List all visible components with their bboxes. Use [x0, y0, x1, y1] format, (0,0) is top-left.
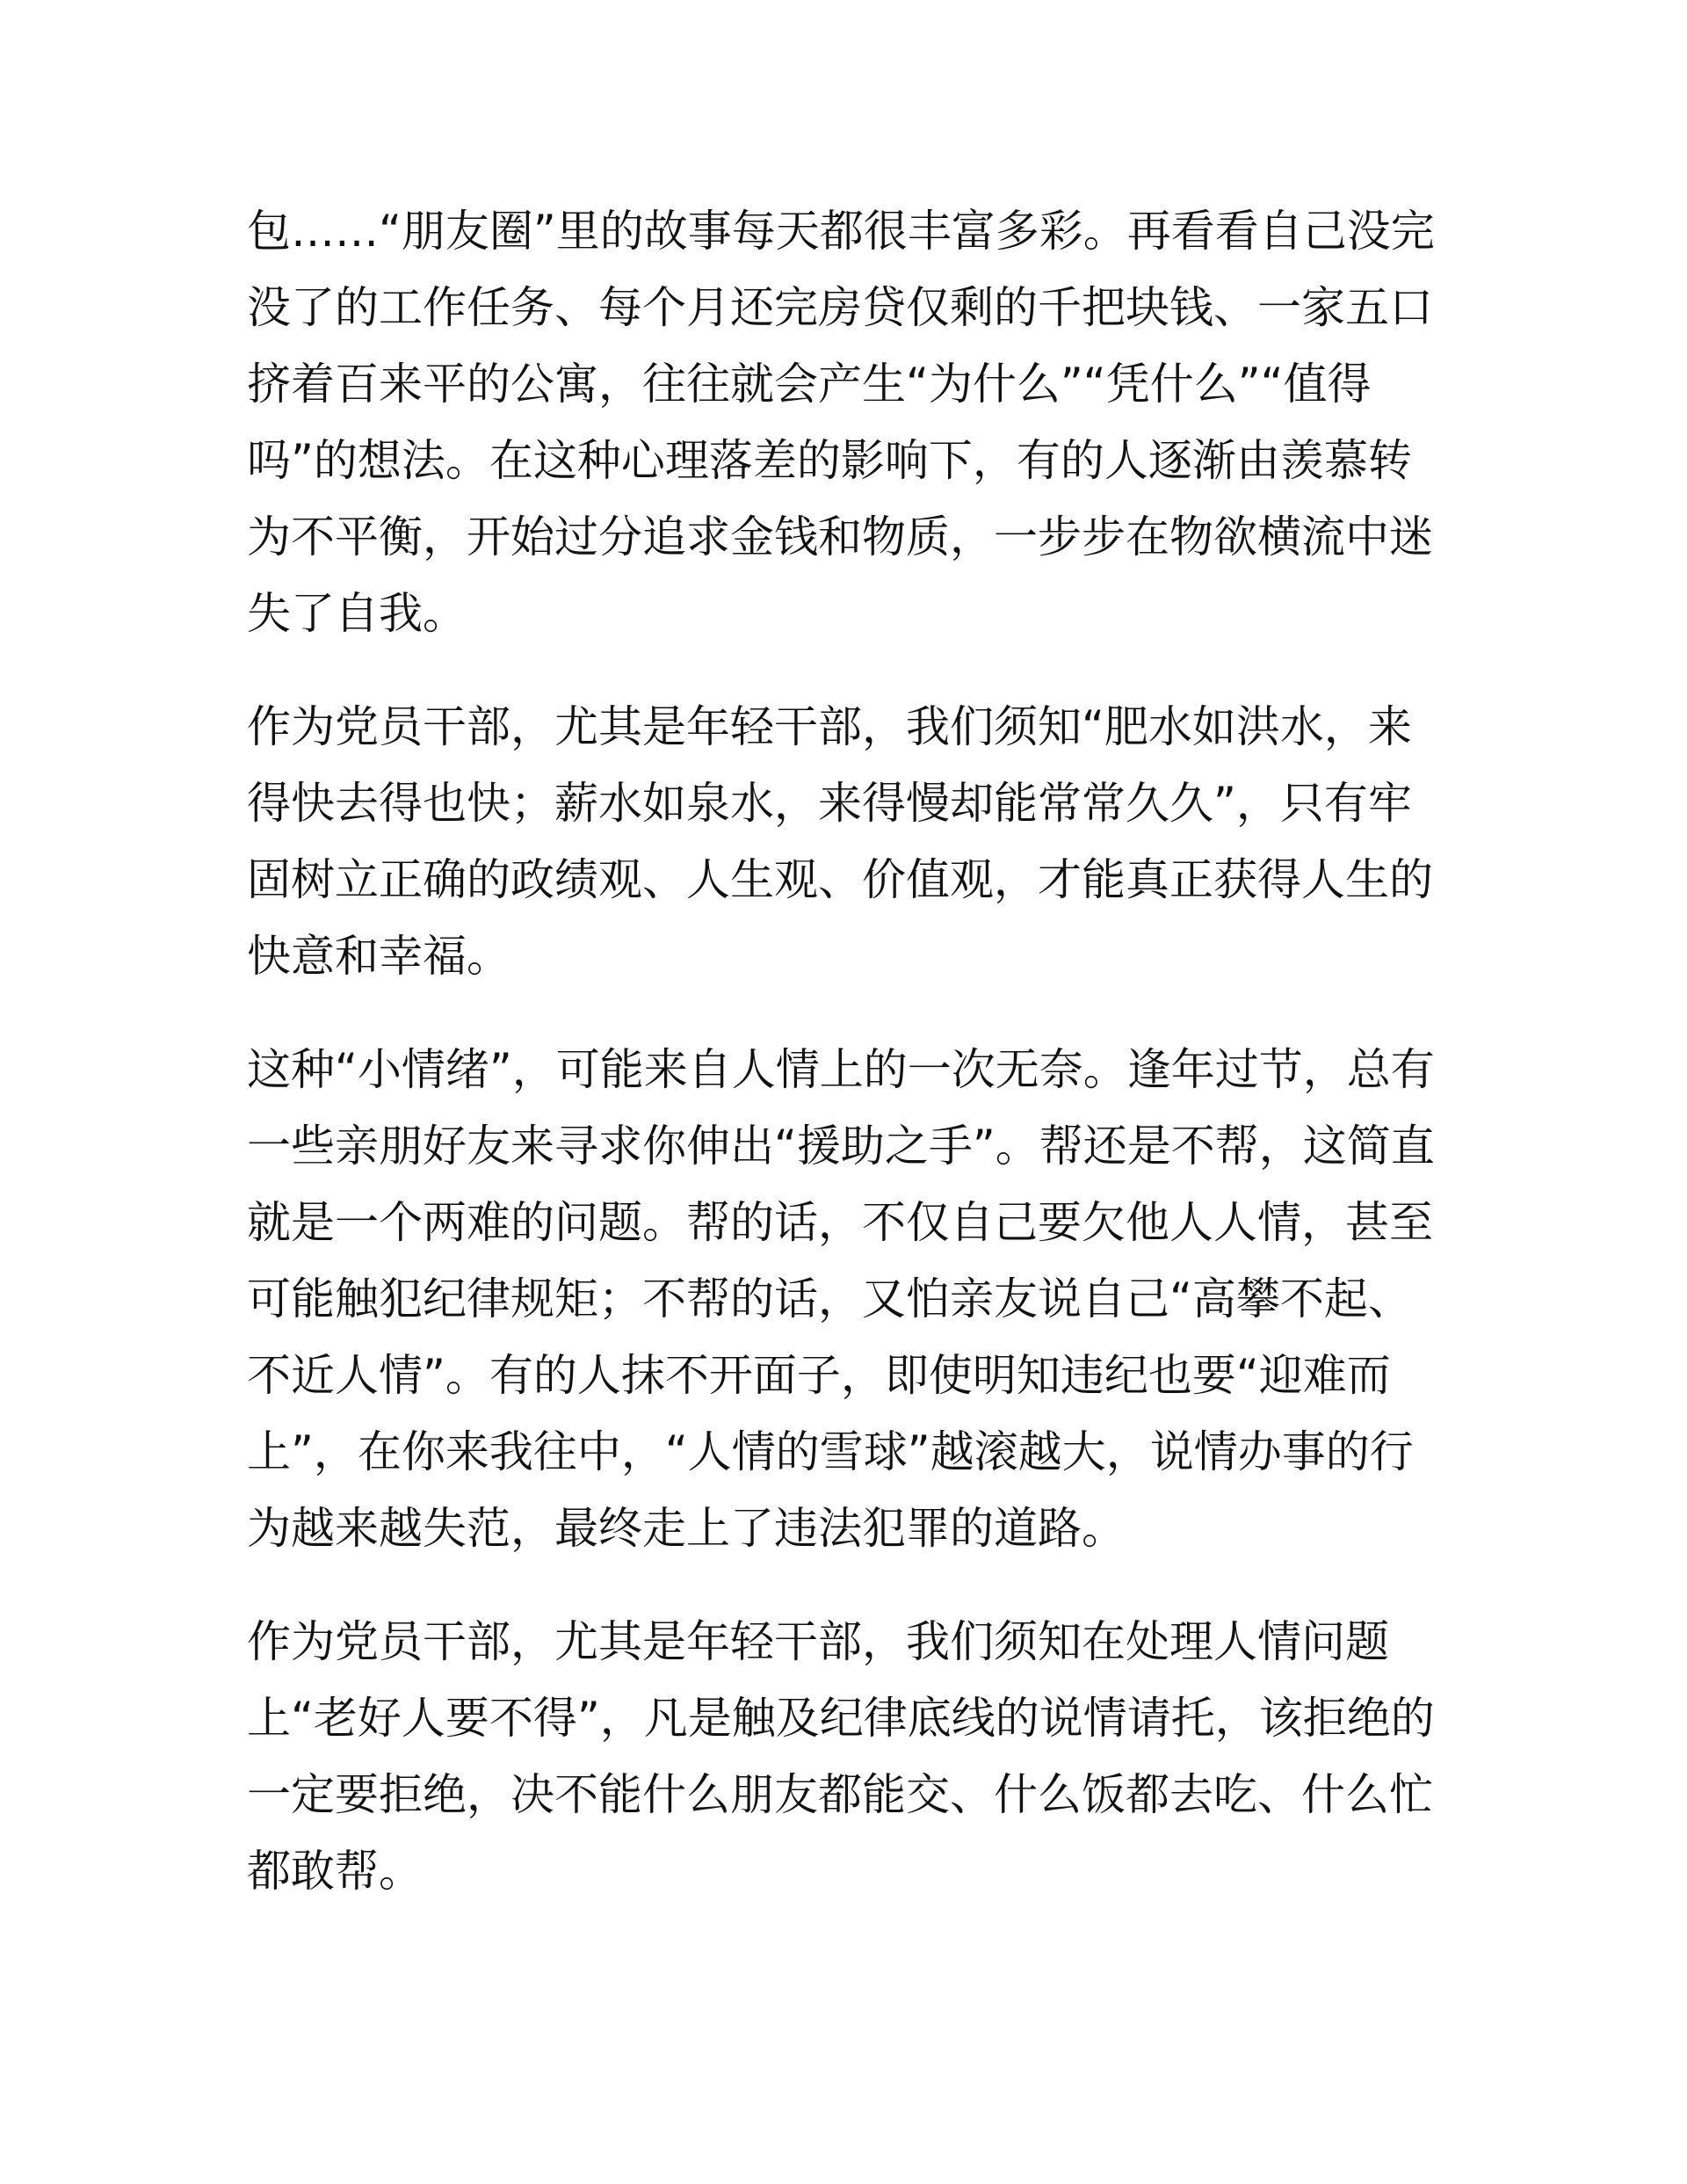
paragraph: 这种“小情绪”，可能来自人情上的一次无奈。逢年过节，总有一些亲朋好友来寻求你伸出“援助之手”。帮还是不帮，这简直就是一个两难的问题。帮的话，不仅自己要欠他人人情，甚至可能触犯纪律规矩；不帮的话，又怕亲友说自己“高攀不起、不近人情”。有的人抹不开面子，即使明知违纪也要“迎难而上”，在你来我往中，“人情的雪球”越滚越大，说情办事的行为越来越失范，最终走上了违法犯罪的道路。	[247, 1044, 1435, 1554]
paragraph: 包……“朋友圈”里的故事每天都很丰富多彩。再看看自己没完没了的工作任务、每个月还完房贷仅剩的千把块钱、一家五口挤着百来平的公寓，往往就会产生“为什么”“凭什么”“值得吗”的想法。在这种心理落差的影响下，有的人逐渐由羡慕转为不平衡，开始过分追求金钱和物质，一步步在物欲横流中迷失了自我。	[247, 206, 1435, 639]
paragraph: 作为党员干部，尤其是年轻干部，我们须知“肥水如洪水，来得快去得也快；薪水如泉水，来得慢却能常常久久”，只有牢固树立正确的政绩观、人生观、价值观，才能真正获得人生的快意和幸福。	[247, 701, 1433, 982]
paragraph: 作为党员干部，尤其是年轻干部，我们须知在处理人情问题上“老好人要不得”，凡是触及纪律底线的说情请托，该拒绝的一定要拒绝，决不能什么朋友都能交、什么饭都去吃、什么忙都敢帮。	[247, 1616, 1435, 1897]
document-body	[247, 193, 1442, 1947]
